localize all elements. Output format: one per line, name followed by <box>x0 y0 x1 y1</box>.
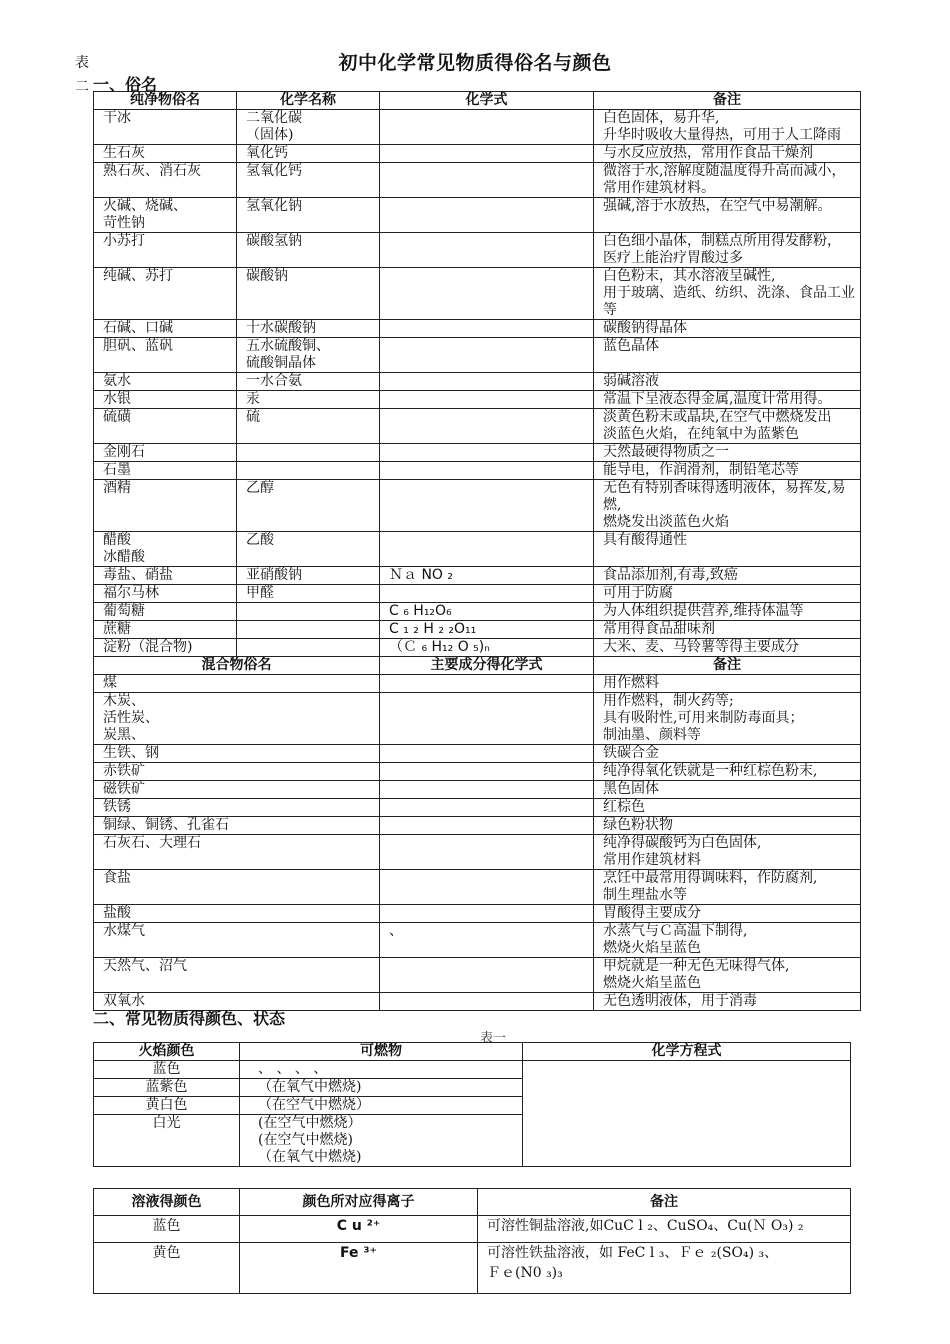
flame-color-cell: 蓝紫色 <box>94 1079 240 1097</box>
table-cell: 双氧水 <box>94 993 380 1011</box>
equation-cell <box>523 1061 851 1167</box>
column-header: 纯净物俗名 <box>94 92 237 110</box>
table-cell: 弱碱溶液 <box>594 373 861 391</box>
table-cell: 可用于防腐 <box>594 585 861 603</box>
ion-cell: C u ²⁺ <box>240 1216 478 1243</box>
table-cell: 无色有特别香味得透明液体，易挥发,易燃, 燃烧发出淡蓝色火焰 <box>594 480 861 532</box>
table-cell: 大米、麦、马铃薯等得主要成分 <box>594 639 861 657</box>
combustible-cell: （在氧气中燃烧) <box>240 1079 523 1097</box>
table-cell: 氧化钙 <box>237 145 380 163</box>
formula-cell <box>380 409 594 444</box>
table-cell: 石碱、口碱 <box>94 320 237 338</box>
column-header: 化学名称 <box>237 92 380 110</box>
table-cell: 硫磺 <box>94 409 237 444</box>
table-cell <box>380 835 594 870</box>
table-row <box>94 1061 851 1079</box>
table-cell: 二氧化碳 （固体) <box>237 110 380 145</box>
table-row <box>94 233 861 268</box>
table-cell <box>380 817 594 835</box>
table-row <box>94 480 861 532</box>
table-cell: 食盐 <box>94 870 380 905</box>
table-cell: 铜绿、铜锈、孔雀石 <box>94 817 380 835</box>
table-cell: 硫 <box>237 409 380 444</box>
flame-color-table <box>93 1042 851 1167</box>
table-cell: 汞 <box>237 391 380 409</box>
table-cell: 白色细小晶体，制糕点所用得发酵粉， 医疗上能治疗胃酸过多 <box>594 233 861 268</box>
table-cell: 氨水 <box>94 373 237 391</box>
table-cell: 火碱、烧碱、 苛性钠 <box>94 198 237 233</box>
table-header-row <box>94 1189 851 1216</box>
table-cell: 福尔马林 <box>94 585 237 603</box>
table-cell: 黑色固体 <box>594 781 861 799</box>
table-row <box>94 958 861 993</box>
column-header: 混合物俗名 <box>94 657 380 675</box>
section-marker-label: 二 <box>75 79 89 95</box>
table-cell <box>380 745 594 763</box>
table-cell <box>380 781 594 799</box>
column-header: 溶液得颜色 <box>94 1189 240 1216</box>
formula-cell: Ｎａ NO ₂ <box>380 567 594 585</box>
table-cell: 白色粉末，其水溶液呈碱性, 用于玻璃、造纸、纺织、洗涤、食品工业等 <box>594 268 861 320</box>
table-cell: 一水合氨 <box>237 373 380 391</box>
table-cell: 水蒸气与Ｃ高温下制得, 燃烧火焰呈蓝色 <box>594 923 861 958</box>
column-header: 主要成分得化学式 <box>380 657 594 675</box>
formula-cell <box>380 391 594 409</box>
table-row <box>94 198 861 233</box>
table-row <box>94 585 861 603</box>
solution-color-cell: 黄色 <box>94 1243 240 1294</box>
table-cell <box>380 993 594 1011</box>
table-row <box>94 781 861 799</box>
table-cell: 常温下呈液态得金属,温度计常用得。 <box>594 391 861 409</box>
table-cell: 与水反应放热，常用作食品干燥剂 <box>594 145 861 163</box>
table-row <box>94 409 861 444</box>
combustible-cell: 、 、 、 、 <box>240 1061 523 1079</box>
table-row <box>94 1243 851 1294</box>
table-row <box>94 391 861 409</box>
table-row <box>94 745 861 763</box>
table-row <box>94 567 861 585</box>
flame-color-cell: 蓝色 <box>94 1061 240 1079</box>
table-cell: 干冰 <box>94 110 237 145</box>
table-cell: 小苏打 <box>94 233 237 268</box>
table-cell: 水煤气 <box>94 923 380 958</box>
formula-cell <box>380 233 594 268</box>
table-cell <box>380 763 594 781</box>
table-cell <box>380 905 594 923</box>
table-header-row <box>94 657 861 675</box>
solution-color-table <box>93 1188 851 1294</box>
table-cell: 能导电，作润滑剂，制铅笔芯等 <box>594 462 861 480</box>
table-cell: 纯净得氧化铁就是一种红棕色粉末, <box>594 763 861 781</box>
table-cell: 具有酸得通性 <box>594 532 861 567</box>
table-cell: 碳酸氢钠 <box>237 233 380 268</box>
table-cell: 食品添加剂,有毒,致癌 <box>594 567 861 585</box>
note-cell: 可溶性铜盐溶液,如CuC l ₂、CuSO₄、Cu(Ｎ O₃) ₂ <box>478 1216 851 1243</box>
table-cell: 绿色粉状物 <box>594 817 861 835</box>
formula-cell <box>380 268 594 320</box>
ion-cell: Fe ³⁺ <box>240 1243 478 1294</box>
table-row <box>94 373 861 391</box>
table-row <box>94 338 861 373</box>
table-row <box>94 693 861 745</box>
formula-cell <box>380 532 594 567</box>
formula-cell <box>380 198 594 233</box>
table-header-row <box>94 1043 851 1061</box>
table-cell <box>380 870 594 905</box>
solution-color-cell: 蓝色 <box>94 1216 240 1243</box>
table-cell: 甲烷就是一种无色无味得气体, 燃烧火焰呈蓝色 <box>594 958 861 993</box>
table-cell: 醋酸 冰醋酸 <box>94 532 237 567</box>
table-row <box>94 905 861 923</box>
table-cell: 乙醇 <box>237 480 380 532</box>
table-cell: 胆矾、蓝矾 <box>94 338 237 373</box>
column-header: 化学式 <box>380 92 594 110</box>
table-row <box>94 444 861 462</box>
table-cell: 生铁、钢 <box>94 745 380 763</box>
column-header: 可燃物 <box>240 1043 523 1061</box>
table-cell: 熟石灰、消石灰 <box>94 163 237 198</box>
table-row <box>94 799 861 817</box>
table-cell: 铁锈 <box>94 799 380 817</box>
formula-cell <box>380 145 594 163</box>
table-row <box>94 1216 851 1243</box>
table-cell: 白色固体，易升华, 升华时吸收大量得热，可用于人工降雨 <box>594 110 861 145</box>
table-row <box>94 268 861 320</box>
table-cell: 酒精 <box>94 480 237 532</box>
flame-color-cell: 白光 <box>94 1115 240 1167</box>
section-heading-colors: 二、常见物质得颜色、状态 <box>93 1009 286 1028</box>
formula-cell <box>380 444 594 462</box>
table-cell: 盐酸 <box>94 905 380 923</box>
formula-cell <box>380 480 594 532</box>
table-row <box>94 835 861 870</box>
table-cell: 用作燃料 <box>594 675 861 693</box>
formula-cell <box>380 373 594 391</box>
page-title: 初中化学常见物质得俗名与颜色 <box>338 52 612 74</box>
table-cell <box>380 693 594 745</box>
table-cell: 甲醛 <box>237 585 380 603</box>
table-row <box>94 603 861 621</box>
table-cell: 十水碳酸钠 <box>237 320 380 338</box>
table-cell: 无色透明液体，用于消毒 <box>594 993 861 1011</box>
table-cell: 氢氧化钠 <box>237 198 380 233</box>
table-cell: 亚硝酸钠 <box>237 567 380 585</box>
table-cell <box>237 621 380 639</box>
table-cell: 金刚石 <box>94 444 237 462</box>
column-header: 备注 <box>594 657 861 675</box>
table-cell <box>237 603 380 621</box>
table-row <box>94 621 861 639</box>
table-cell: 蔗糖 <box>94 621 237 639</box>
formula-cell <box>380 462 594 480</box>
formula-cell <box>380 110 594 145</box>
table-cell: 烹饪中最常用得调味料，作防腐剂, 制生理盐水等 <box>594 870 861 905</box>
combustible-cell: (在空气中燃烧） (在空气中燃烧) （在氧气中燃烧) <box>240 1115 523 1167</box>
table-cell: 淡黄色粉末或晶块,在空气中燃烧发出 淡蓝色火焰，在纯氧中为蓝紫色 <box>594 409 861 444</box>
table-cell <box>237 444 380 462</box>
combustible-cell: （在空气中燃烧） <box>240 1097 523 1115</box>
table-row <box>94 462 861 480</box>
table-cell <box>380 675 594 693</box>
table-cell: 蓝色晶体 <box>594 338 861 373</box>
note-cell: 可溶性铁盐溶液，如 FeC l ₃、Ｆｅ ₂(SO₄) ₃、 Ｆｅ(N0 ₃)₃ <box>478 1243 851 1294</box>
formula-cell <box>380 320 594 338</box>
table-cell <box>380 958 594 993</box>
section-heading-common-names: 一、俗名 <box>93 75 158 94</box>
table-row <box>94 675 861 693</box>
table-cell: 木炭、 活性炭、 炭黑、 <box>94 693 380 745</box>
formula-cell: （Ｃ ₆ H₁₂ O ₅)ₙ <box>380 639 594 657</box>
table-row <box>94 639 861 657</box>
table-row <box>94 320 861 338</box>
formula-cell <box>380 163 594 198</box>
formula-cell <box>380 338 594 373</box>
table-cell: 碳酸钠 <box>237 268 380 320</box>
table-cell: 水银 <box>94 391 237 409</box>
table-cell <box>237 462 380 480</box>
table-cell: 毒盐、硝盐 <box>94 567 237 585</box>
table-cell: 为人体组织提供营养,维持体温等 <box>594 603 861 621</box>
table-row <box>94 817 861 835</box>
formula-cell: C ₆ H₁₂O₆ <box>380 603 594 621</box>
table-cell: 、 <box>380 923 594 958</box>
table-cell: 用作燃料，制火药等; 具有吸附性,可用来制防毒面具； 制油墨、颜料等 <box>594 693 861 745</box>
column-header: 备注 <box>478 1189 851 1216</box>
common-names-table <box>93 91 861 1011</box>
table-caption: 表一 <box>480 1031 507 1046</box>
table-row <box>94 763 861 781</box>
table-row <box>94 923 861 958</box>
table-cell: 天然气、沼气 <box>94 958 380 993</box>
flame-color-cell: 黄白色 <box>94 1097 240 1115</box>
table-header-row <box>94 92 861 110</box>
table-row <box>94 110 861 145</box>
formula-cell: C ₁ ₂ H ₂ ₂O₁₁ <box>380 621 594 639</box>
table-cell: 胃酸得主要成分 <box>594 905 861 923</box>
table-cell <box>380 799 594 817</box>
table-row <box>94 145 861 163</box>
column-header: 化学方程式 <box>523 1043 851 1061</box>
table-cell: 碳酸钠得晶体 <box>594 320 861 338</box>
table-cell: 铁碳合金 <box>594 745 861 763</box>
table-row <box>94 163 861 198</box>
column-header: 火焰颜色 <box>94 1043 240 1061</box>
table-row <box>94 532 861 567</box>
column-header: 备注 <box>594 92 861 110</box>
table-cell: 红棕色 <box>594 799 861 817</box>
table-cell: 纯碱、苏打 <box>94 268 237 320</box>
table-cell: 乙酸 <box>237 532 380 567</box>
table-cell: 磁铁矿 <box>94 781 380 799</box>
table-cell: 赤铁矿 <box>94 763 380 781</box>
table-cell <box>237 639 380 657</box>
formula-cell <box>380 585 594 603</box>
table-row <box>94 870 861 905</box>
table-cell: 纯净得碳酸钙为白色固体, 常用作建筑材料 <box>594 835 861 870</box>
table-cell: 五水硫酸铜、 硫酸铜晶体 <box>237 338 380 373</box>
table-cell: 葡萄糖 <box>94 603 237 621</box>
table-cell: 石墨 <box>94 462 237 480</box>
table-cell: 常用得食品甜味剂 <box>594 621 861 639</box>
table-cell: 氢氧化钙 <box>237 163 380 198</box>
table-cell: 煤 <box>94 675 380 693</box>
column-header: 颜色所对应得离子 <box>240 1189 478 1216</box>
table-cell: 天然最硬得物质之一 <box>594 444 861 462</box>
table-cell: 生石灰 <box>94 145 237 163</box>
table-cell: 微溶于水,溶解度随温度得升高而减小， 常用作建筑材料。 <box>594 163 861 198</box>
table-marker-label: 表 <box>75 55 89 71</box>
table-cell: 石灰石、大理石 <box>94 835 380 870</box>
table-cell: 强碱,溶于水放热，在空气中易潮解。 <box>594 198 861 233</box>
table-cell: 淀粉（混合物) <box>94 639 237 657</box>
